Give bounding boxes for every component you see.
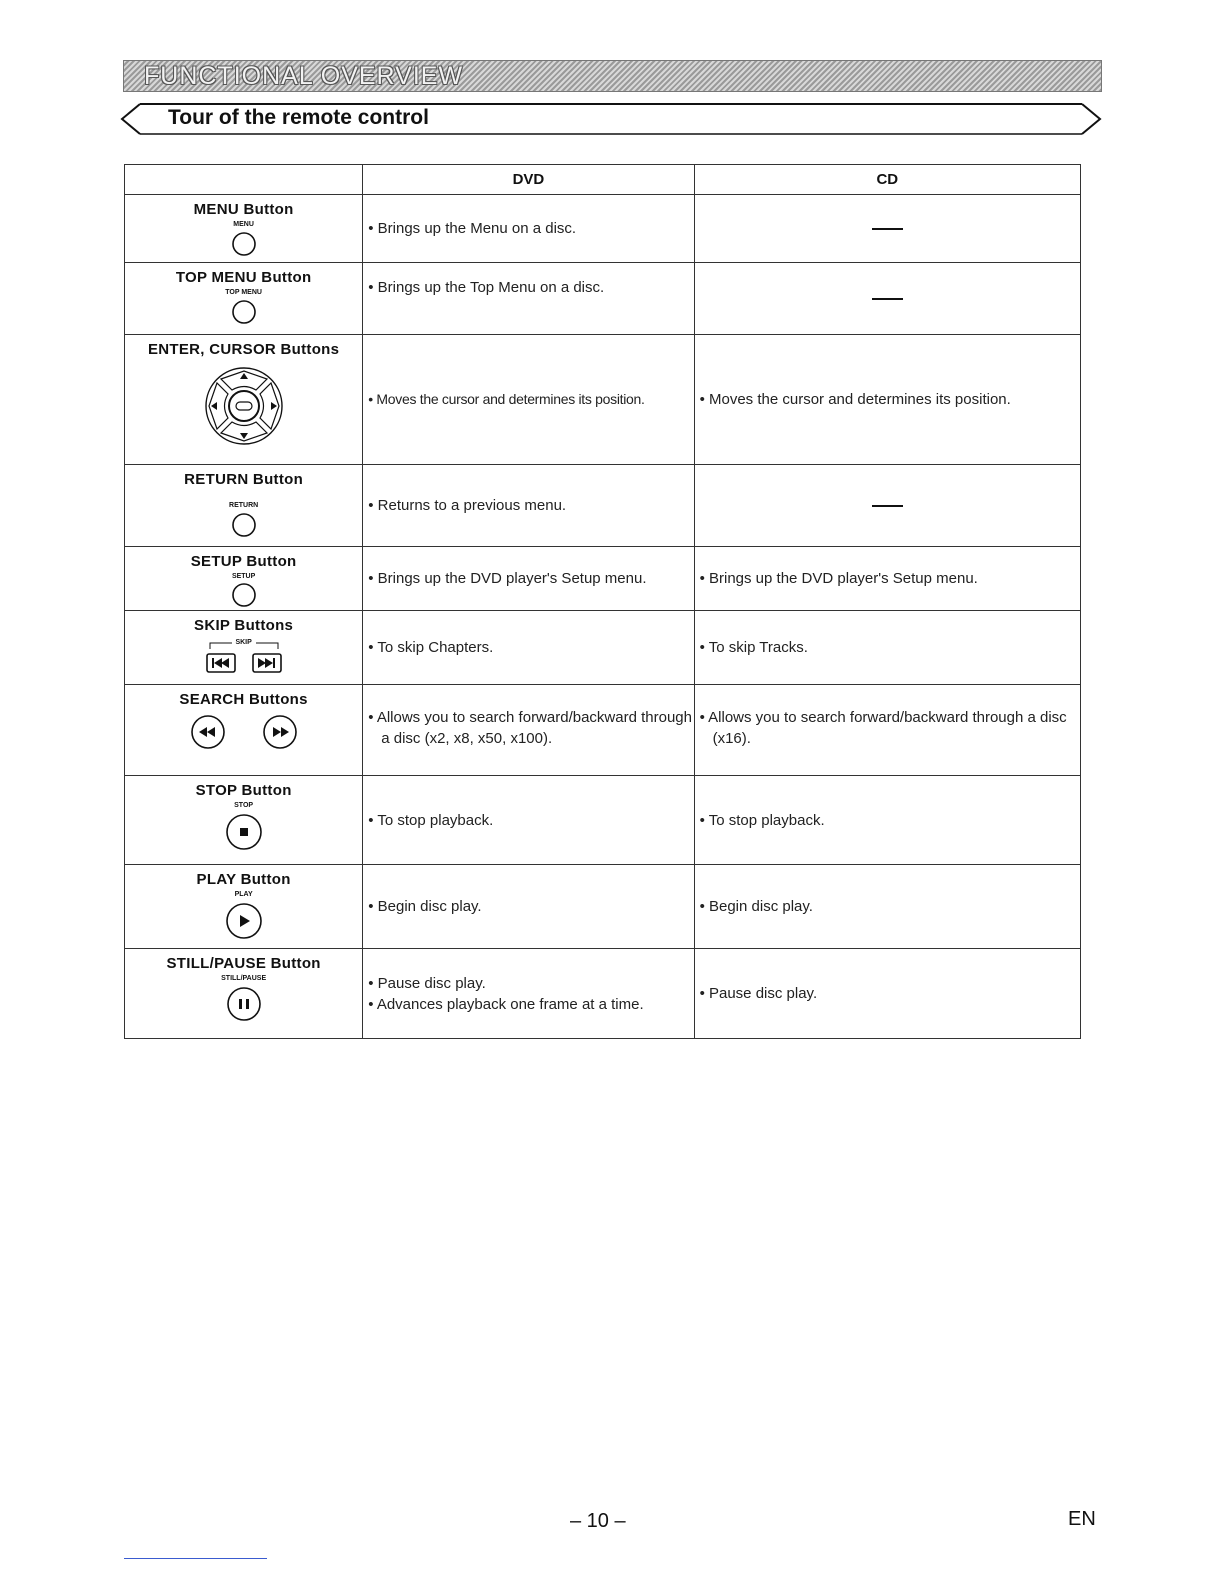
cd-cell-empty — [694, 465, 1080, 547]
button-name: SETUP Button — [190, 553, 297, 570]
button-label: STOP — [234, 802, 254, 809]
dvd-cell — [363, 949, 694, 1039]
dvd-cell — [363, 465, 694, 547]
button-label: TOP MENU — [225, 289, 262, 296]
button-label: PLAY — [234, 891, 253, 898]
enter-cursor-pad-icon — [201, 363, 287, 449]
description: • Returns to a previous menu. — [368, 497, 567, 514]
description: • Brings up the DVD player's Setup menu. — [699, 570, 978, 587]
description: • Advances playback one frame at a time. — [368, 995, 644, 1013]
table-header-row — [125, 165, 1081, 195]
button-name: ENTER, CURSOR Buttons — [147, 341, 340, 358]
description: • To stop playback. — [368, 811, 494, 829]
description: • Brings up the Top Menu on a disc. — [368, 279, 605, 296]
description: • Brings up the DVD player's Setup menu. — [368, 570, 647, 587]
dvd-cell — [363, 611, 694, 685]
not-applicable-dash — [872, 228, 903, 230]
pause-button-icon — [223, 984, 265, 1024]
cd-cell-empty — [694, 195, 1080, 263]
search-buttons-icon — [189, 713, 299, 751]
page-title: Tour of the remote control — [168, 106, 429, 129]
dvd-cell — [363, 865, 694, 949]
description: • Begin disc play. — [368, 898, 482, 915]
language-tag: EN — [1068, 1508, 1096, 1530]
button-name: MENU Button — [193, 201, 294, 218]
table-row — [125, 865, 1081, 949]
button-name: STOP Button — [195, 782, 292, 799]
cd-cell — [694, 335, 1080, 465]
button-cell — [125, 335, 363, 465]
button-name: TOP MENU Button — [175, 269, 312, 286]
cd-cell-empty — [694, 263, 1080, 335]
skip-label-group — [204, 637, 284, 651]
table-row — [125, 335, 1081, 465]
description: • To stop playback. — [699, 811, 825, 829]
description: • Moves the cursor and determines its position. — [699, 391, 1011, 408]
description: • Pause disc play. — [699, 985, 818, 1002]
description: • To skip Tracks. — [699, 639, 808, 656]
section-banner-text: FUNCTIONAL OVERVIEW — [144, 62, 464, 90]
description: • Begin disc play. — [699, 898, 813, 915]
cd-cell — [694, 865, 1080, 949]
table-row — [125, 611, 1081, 685]
description: • Pause disc play. — [368, 974, 486, 992]
not-applicable-dash — [872, 298, 903, 300]
table-row — [125, 547, 1081, 611]
section-banner — [123, 60, 1102, 92]
return-button-icon — [229, 511, 259, 539]
description: • Allows you to search forward/backward through a disc (x16). — [699, 709, 1067, 747]
page-title-bar — [116, 102, 1106, 136]
button-cell — [125, 547, 363, 611]
dvd-cell — [363, 685, 694, 776]
table-row — [125, 685, 1081, 776]
description: • Allows you to search forward/backward through a disc (x2, x8, x50, x100). — [368, 709, 692, 747]
footer-rule — [124, 1558, 267, 1559]
button-label: STILL/PAUSE — [221, 975, 267, 982]
button-cell — [125, 195, 363, 263]
table-row — [125, 465, 1081, 547]
dvd-cell — [363, 263, 694, 335]
menu-button-icon — [229, 230, 259, 258]
button-name: PLAY Button — [196, 871, 291, 888]
not-applicable-dash — [872, 505, 903, 507]
table-row — [125, 776, 1081, 865]
dvd-cell — [363, 547, 694, 611]
table-row — [125, 949, 1081, 1039]
cd-cell — [694, 685, 1080, 776]
description: • Moves the cursor and determines its position. — [368, 391, 645, 407]
play-button-icon — [223, 900, 265, 942]
button-label: MENU — [233, 221, 254, 228]
description: • To skip Chapters. — [368, 639, 494, 656]
button-label: RETURN — [229, 502, 259, 509]
table-row — [125, 195, 1081, 263]
button-name: SKIP Buttons — [194, 617, 294, 634]
button-cell — [125, 263, 363, 335]
top-menu-button-icon — [229, 298, 259, 326]
column-header-dvd: DVD — [363, 165, 694, 195]
skip-buttons-icon — [204, 652, 284, 674]
cd-cell — [694, 547, 1080, 611]
button-cell — [125, 865, 363, 949]
cd-cell — [694, 611, 1080, 685]
button-name: STILL/PAUSE Button — [166, 955, 321, 972]
button-name: RETURN Button — [184, 471, 304, 488]
dvd-cell — [363, 335, 694, 465]
description: • Brings up the Menu on a disc. — [368, 220, 577, 237]
button-cell — [125, 465, 363, 547]
stop-button-icon — [223, 811, 265, 853]
column-header-cd: CD — [694, 165, 1080, 195]
button-name: SEARCH Buttons — [179, 691, 308, 708]
button-label: SETUP — [231, 573, 256, 580]
remote-control-table — [124, 164, 1081, 1039]
cd-cell — [694, 776, 1080, 865]
button-cell — [125, 611, 363, 685]
button-cell — [125, 949, 363, 1039]
button-cell — [125, 776, 363, 865]
button-cell — [125, 685, 363, 776]
table-row — [125, 263, 1081, 335]
button-label: SKIP — [235, 639, 252, 646]
setup-button-icon — [229, 582, 259, 608]
column-header-button — [125, 165, 363, 195]
dvd-cell — [363, 776, 694, 865]
page-number: – 10 – — [570, 1510, 626, 1532]
cd-cell — [694, 949, 1080, 1039]
dvd-cell — [363, 195, 694, 263]
